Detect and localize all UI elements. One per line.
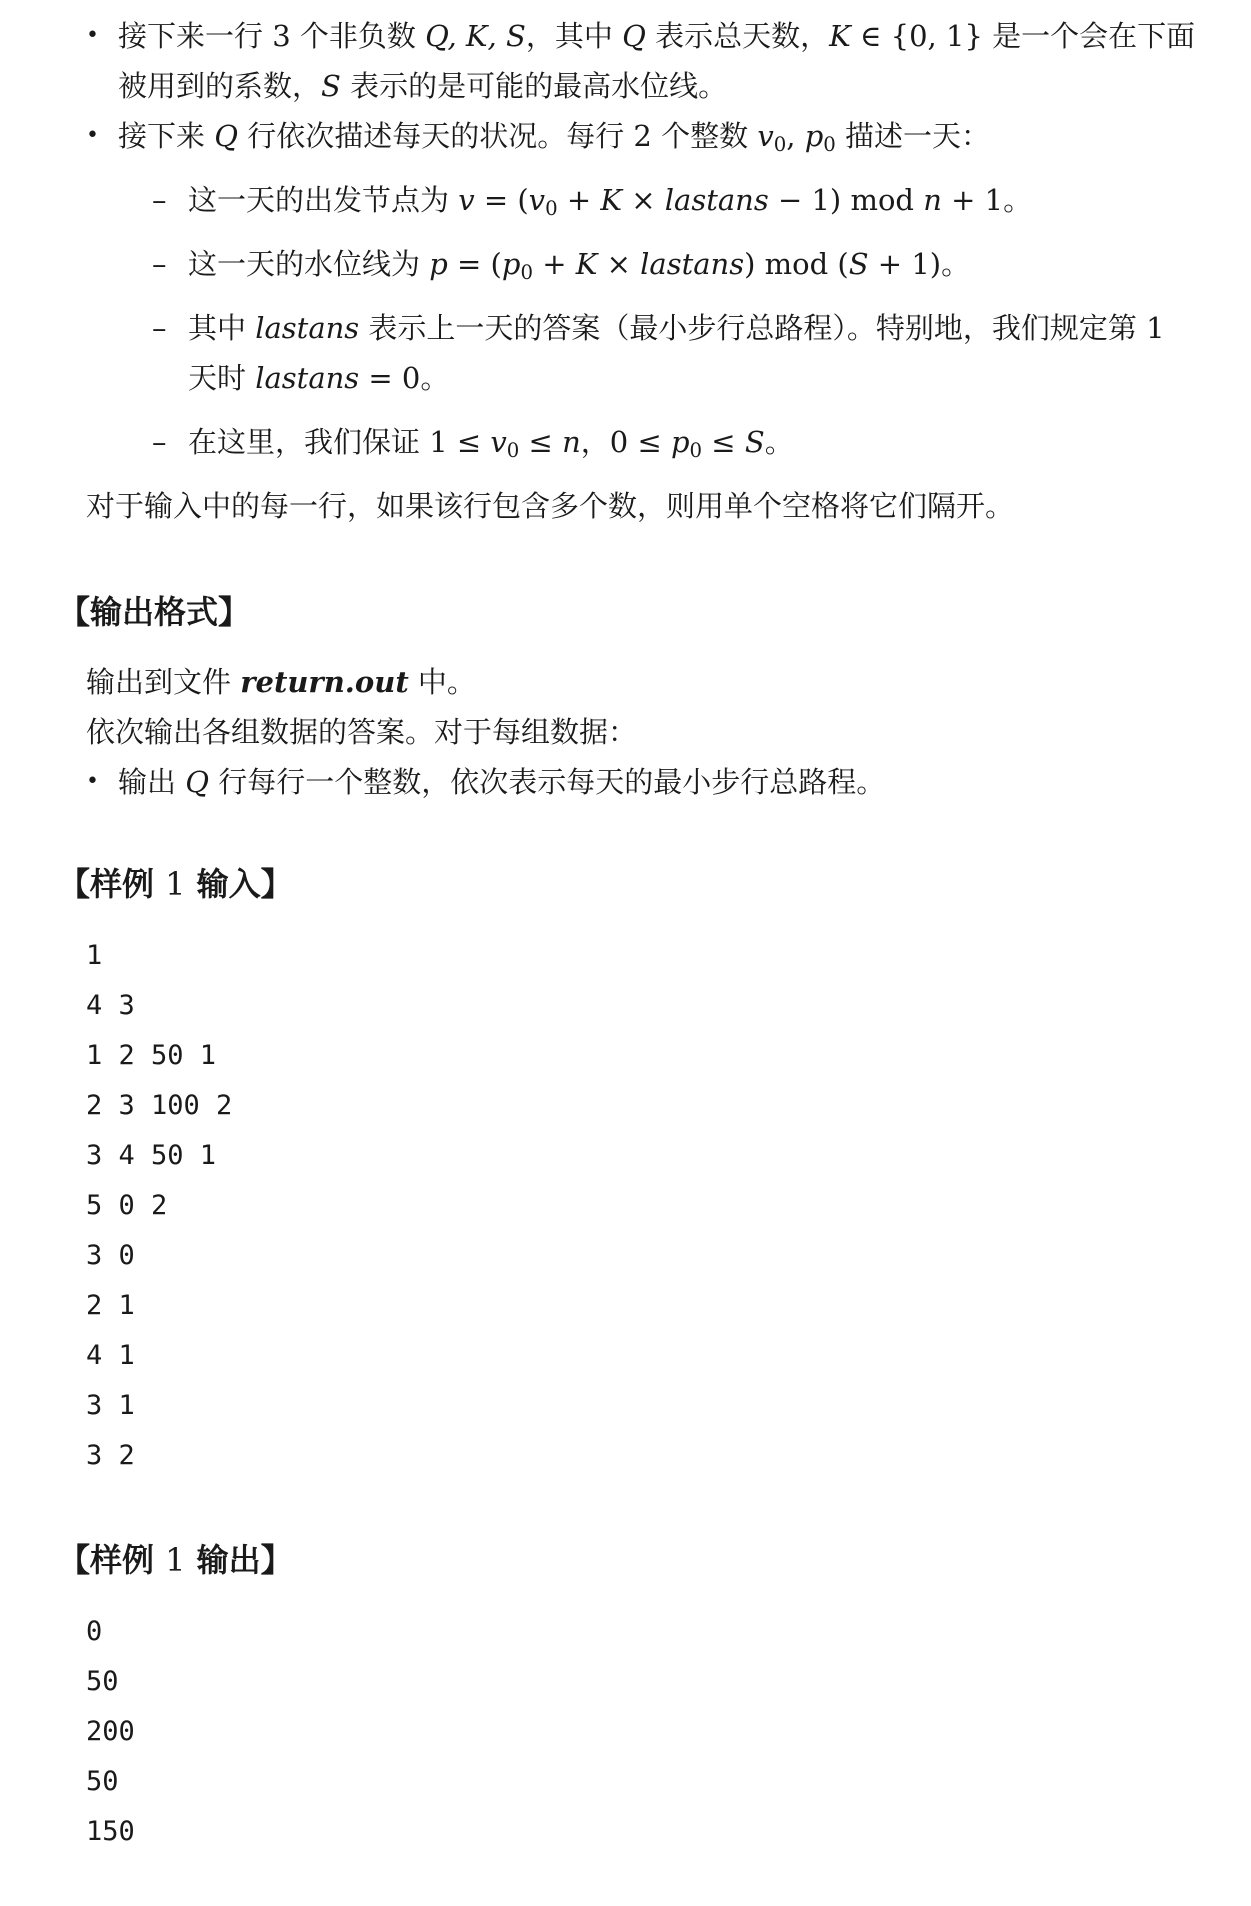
sample-output-line: 50 bbox=[86, 1766, 119, 1797]
sample-input-line: 3 4 50 1 bbox=[86, 1140, 217, 1171]
sample-input-line: 2 1 bbox=[86, 1290, 135, 1321]
sample-input-line: 1 2 50 1 bbox=[86, 1040, 217, 1071]
sample-output-line: 50 bbox=[86, 1666, 119, 1697]
input-bullet-1: 接下来一行 3 个非负数 Q, K, S，其中 Q 表示总天数，K ∈ {0, 1} 是一个会在下面 bbox=[118, 19, 1196, 53]
bullet-marker: • bbox=[86, 23, 99, 48]
dash-marker: – bbox=[152, 311, 167, 345]
output-filename: return.out bbox=[240, 665, 409, 699]
sample-input-line: 3 0 bbox=[86, 1240, 135, 1271]
sample-input-line: 2 3 100 2 bbox=[86, 1090, 233, 1121]
sample-output-line: 200 bbox=[86, 1716, 135, 1747]
sample-input-line: 3 2 bbox=[86, 1440, 135, 1471]
input-bullet-1-continued: 被用到的系数，S 表示的是可能的最高水位线。 bbox=[118, 69, 728, 103]
sample-output-heading: 【样例 1 输出】 bbox=[58, 1541, 293, 1579]
bullet-marker: • bbox=[86, 123, 99, 148]
sample-input-line: 1 bbox=[86, 940, 103, 971]
dash-marker: – bbox=[152, 183, 167, 217]
sample-input-line: 4 3 bbox=[86, 990, 135, 1021]
output-description-line: 依次输出各组数据的答案。对于每组数据： bbox=[86, 715, 638, 749]
sample-input-heading: 【样例 1 输入】 bbox=[58, 865, 293, 903]
dash-marker: – bbox=[152, 247, 167, 281]
sample-output-line: 0 bbox=[86, 1616, 103, 1647]
sub-item-lastans: 其中 lastans 表示上一天的答案（最小步行总路程）。特别地，我们规定第 1 bbox=[188, 311, 1165, 345]
sample-input-line: 5 0 2 bbox=[86, 1190, 168, 1221]
sub-item-guarantee: 在这里，我们保证 $1 \le v_0 \le n$，$0 \le p_0 \le S$。 bbox=[188, 425, 794, 462]
sample-input-line: 3 1 bbox=[86, 1390, 135, 1421]
output-format-heading: 【输出格式】 bbox=[58, 593, 251, 631]
output-file-line: 输出到文件 return.out 中。 bbox=[86, 665, 476, 699]
input-separator-note: 对于输入中的每一行，如果该行包含多个数，则用单个空格将它们隔开。 bbox=[86, 489, 1015, 523]
input-bullet-2: 接下来 Q 行依次描述每天的状况。每行 2 个整数 $v_0$, $p_0$ 描述一天： bbox=[118, 119, 991, 156]
sub-item-lastans-continued: 天时 lastans = 0。 bbox=[188, 361, 450, 395]
sample-input-line: 4 1 bbox=[86, 1340, 135, 1371]
sub-item-start-node: 这一天的出发节点为 $v = (v_0 + K \times lastans - 1)$ mod n + 1。 bbox=[188, 183, 1033, 220]
bullet-marker: • bbox=[86, 769, 99, 794]
output-bullet: 输出 Q 行每行一个整数，依次表示每天的最小步行总路程。 bbox=[118, 765, 886, 799]
sample-output-line: 150 bbox=[86, 1816, 135, 1847]
sub-item-water-level: 这一天的水位线为 $p = (p_0 + K \times lastans)$ mod (S + 1)。 bbox=[188, 247, 971, 284]
dash-marker: – bbox=[152, 425, 167, 459]
